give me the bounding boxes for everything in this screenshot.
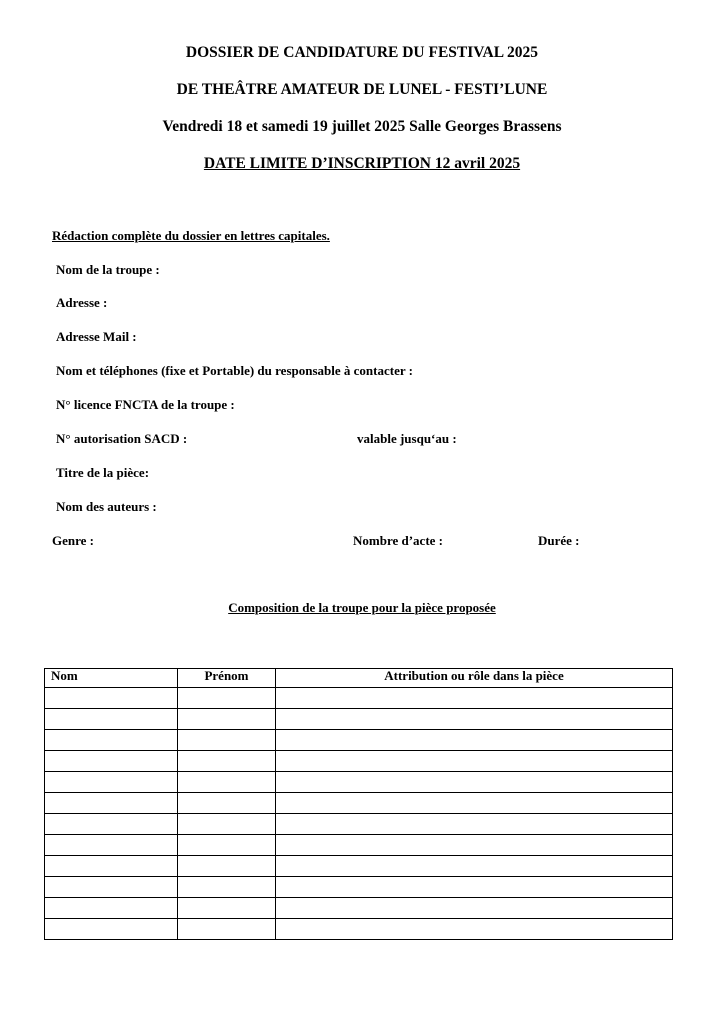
sacd-label: N° autorisation SACD : (56, 431, 188, 446)
table-row (45, 709, 673, 730)
cell-prenom[interactable] (178, 814, 276, 835)
email-label: Adresse Mail : (56, 329, 137, 344)
cell-nom[interactable] (45, 877, 178, 898)
table-row (45, 814, 673, 835)
table-row (45, 751, 673, 772)
table-row (45, 856, 673, 877)
acts-label: Nombre d’acte : (353, 533, 444, 548)
table-row (45, 898, 673, 919)
cell-nom[interactable] (45, 709, 178, 730)
cell-role[interactable] (276, 709, 673, 730)
cell-prenom[interactable] (178, 898, 276, 919)
instruction-text: Rédaction complète du dossier en lettres capitales. (52, 228, 330, 243)
composition-table (44, 668, 673, 940)
cell-role[interactable] (276, 898, 673, 919)
cell-role[interactable] (276, 793, 673, 814)
cell-nom[interactable] (45, 751, 178, 772)
table-row (45, 835, 673, 856)
cell-nom[interactable] (45, 793, 178, 814)
contact-label: Nom et téléphones (fixe et Portable) du responsable à contacter : (56, 363, 413, 378)
troupe-name-label: Nom de la troupe : (56, 262, 160, 277)
composition-title: Composition de la troupe pour la pièce proposée (228, 600, 496, 615)
cell-nom[interactable] (45, 898, 178, 919)
valid-until-label: valable jusqu‘au : (357, 431, 457, 446)
duration-label: Durée : (538, 533, 580, 548)
table-row (45, 772, 673, 793)
cell-nom[interactable] (45, 835, 178, 856)
column-header-prenom: Prénom (178, 669, 276, 688)
event-dates-location: Vendredi 18 et samedi 19 juillet 2025 Salle Georges Brassens (162, 118, 562, 135)
cell-prenom[interactable] (178, 730, 276, 751)
cell-prenom[interactable] (178, 877, 276, 898)
table-row (45, 877, 673, 898)
cell-prenom[interactable] (178, 835, 276, 856)
licence-label: N° licence FNCTA de la troupe : (56, 397, 235, 412)
cell-prenom[interactable] (178, 793, 276, 814)
cell-role[interactable] (276, 856, 673, 877)
cell-prenom[interactable] (178, 709, 276, 730)
cell-prenom[interactable] (178, 772, 276, 793)
table-row (45, 688, 673, 709)
cell-role[interactable] (276, 751, 673, 772)
address-label: Adresse : (56, 295, 108, 310)
cell-prenom[interactable] (178, 856, 276, 877)
table-row (45, 730, 673, 751)
cell-role[interactable] (276, 835, 673, 856)
table-row (45, 919, 673, 940)
cell-role[interactable] (276, 730, 673, 751)
cell-prenom[interactable] (178, 919, 276, 940)
table-row (45, 793, 673, 814)
cell-nom[interactable] (45, 772, 178, 793)
authors-label: Nom des auteurs : (56, 499, 157, 514)
cell-nom[interactable] (45, 814, 178, 835)
cell-nom[interactable] (45, 856, 178, 877)
cell-nom[interactable] (45, 919, 178, 940)
cell-nom[interactable] (45, 688, 178, 709)
table-header-row (45, 669, 673, 688)
column-header-nom: Nom (45, 669, 178, 688)
cell-role[interactable] (276, 877, 673, 898)
play-title-label: Titre de la pièce: (56, 465, 150, 480)
genre-label: Genre : (52, 533, 94, 548)
cell-role[interactable] (276, 919, 673, 940)
cell-role[interactable] (276, 814, 673, 835)
form-title-line-1: DOSSIER DE CANDIDATURE DU FESTIVAL 2025 (185, 44, 539, 61)
form-title-line-2: DE THEÂTRE AMATEUR DE LUNEL - FESTI’LUNE (176, 81, 548, 98)
registration-deadline: DATE LIMITE D’INSCRIPTION 12 avril 2025 (203, 155, 521, 172)
cell-nom[interactable] (45, 730, 178, 751)
column-header-role: Attribution ou rôle dans la pièce (276, 669, 673, 688)
cell-role[interactable] (276, 688, 673, 709)
cell-prenom[interactable] (178, 688, 276, 709)
cell-prenom[interactable] (178, 751, 276, 772)
cell-role[interactable] (276, 772, 673, 793)
